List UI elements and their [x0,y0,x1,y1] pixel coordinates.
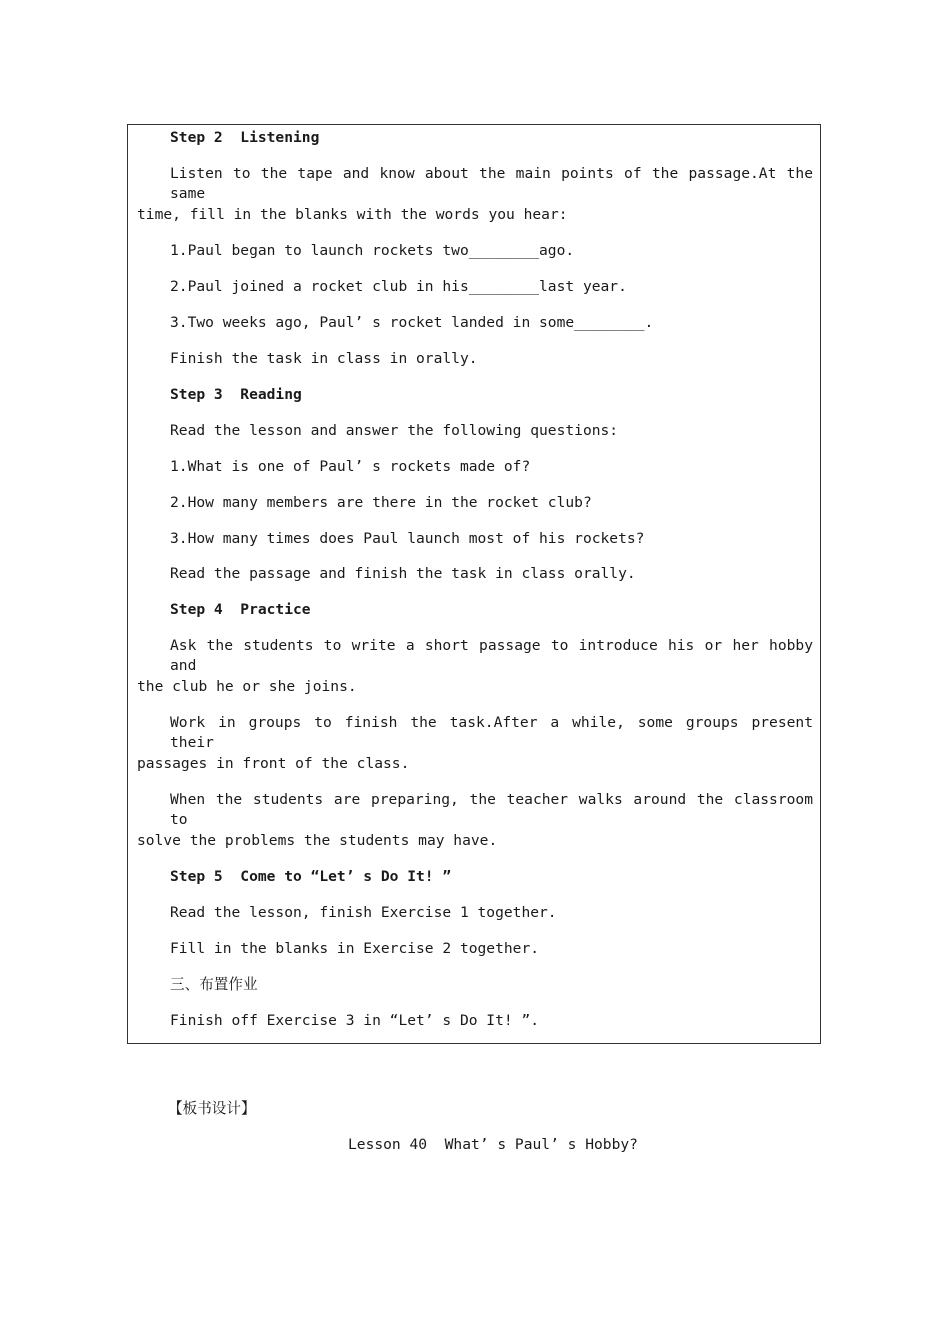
homework-heading: 三、布置作业 [170,976,258,993]
step2-intro-line2: time, fill in the blanks with the words you hear: [137,206,568,223]
step2-item-1: 1.Paul began to launch rockets two________ago. [170,242,575,259]
step5-line-2: Fill in the blanks in Exercise 2 together. [170,940,540,957]
step4-para1-line2: the club he or she joins. [137,678,357,695]
step3-heading: Step 3 Reading [170,386,302,403]
step4-para2-line2: passages in front of the class. [137,755,410,772]
step4-para1-line1: Ask the students to write a short passage to introduce his or her hobby and [170,637,813,674]
step4-heading: Step 4 Practice [170,601,311,618]
step3-question-1: 1.What is one of Paul’ s rockets made of? [170,458,531,475]
step2-finish: Finish the task in class in orally. [170,350,478,367]
step2-heading: Step 2 Listening [170,129,320,146]
step3-finish: Read the passage and finish the task in class orally. [170,565,636,582]
board-title: Lesson 40 What’ s Paul’ s Hobby? [348,1136,638,1153]
step5-line-1: Read the lesson, finish Exercise 1 together. [170,904,557,921]
step3-question-2: 2.How many members are there in the rocket club? [170,494,592,511]
step4-para3-line1: When the students are preparing, the teacher walks around the classroom to [170,791,813,828]
step5-heading: Step 5 Come to “Let’ s Do It! ” [170,868,452,885]
step4-para2-line1: Work in groups to finish the task.After a while, some groups present their [170,714,813,751]
step4-para3-line2: solve the problems the students may have. [137,832,498,849]
step2-item-2: 2.Paul joined a rocket club in his________last year. [170,278,627,295]
board-design-label: 【板书设计】 [168,1100,256,1117]
step2-intro-line1: Listen to the tape and know about the main points of the passage.At the same [170,165,813,202]
step2-item-3: 3.Two weeks ago, Paul’ s rocket landed in some________. [170,314,654,331]
homework-text: Finish off Exercise 3 in “Let’ s Do It! ”. [170,1012,540,1029]
step3-intro: Read the lesson and answer the following questions: [170,422,619,439]
step3-question-3: 3.How many times does Paul launch most of his rockets? [170,530,645,547]
